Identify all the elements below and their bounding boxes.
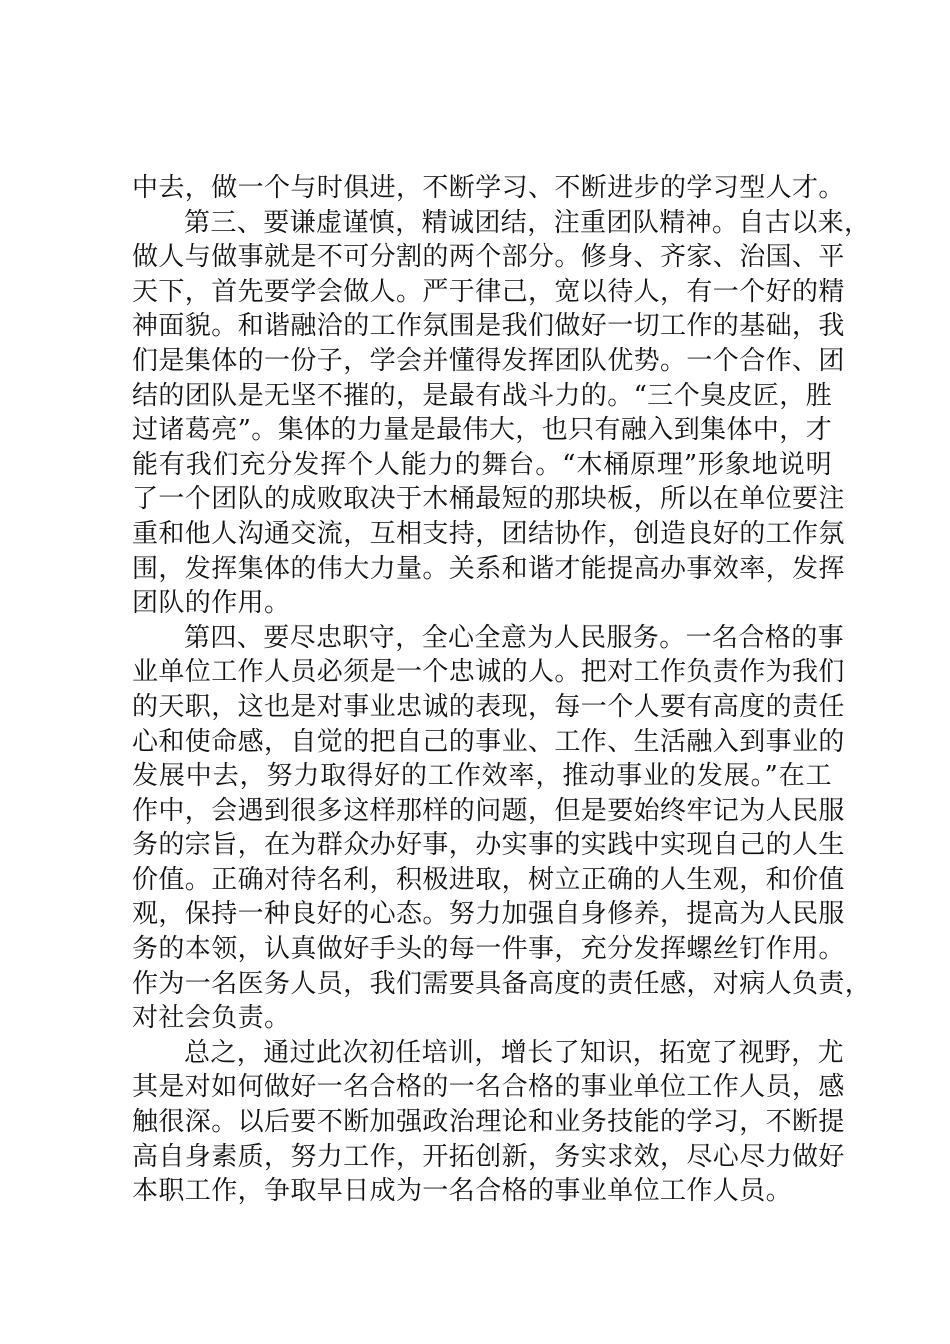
text-line: 第四、要尽忠职守，全心全意为人民服务。一名合格的事 [184,622,845,653]
text-line: 重和他人沟通交流，互相支持，团结协作，创造良好的工作氛 [132,518,845,549]
text-line: 做人与做事就是不可分割的两个部分。修身、齐家、治国、平 [132,242,845,273]
text-line: 本职工作，争取早日成为一名合格的事业单位工作人员。 [132,1176,793,1207]
text-line: 高自身素质，努力工作，开拓创新，务实求效，尽心尽力做好 [132,1141,845,1172]
text-line: 心和使命感，自觉的把自己的事业、工作、生活融入到事业的 [132,726,845,757]
text-line: 发展中去，努力取得好的工作效率，推动事业的发展。”在工 [132,761,832,792]
text-line: 务的本领，认真做好手头的每一件事，充分发挥螺丝钉作用。 [132,934,845,965]
text-line: 过诸葛亮”。集体的力量是最伟大，也只有融入到集体中，才 [132,415,833,446]
text-line: 务的宗旨，在为群众办好事，办实事的实践中实现自己的人生 [132,830,845,861]
text-line: 们是集体的一份子，学会并懂得发挥团队优势。一个合作、团 [132,345,845,376]
text-line: 了一个团队的成败取决于木桶最短的那块板，所以在单位要注 [132,484,845,515]
text-line: 天下，首先要学会做人。严于律己，宽以待人，有一个好的精 [132,276,845,307]
text-line: 业单位工作人员必须是一个忠诚的人。把对工作负责作为我们 [132,657,845,688]
text-line: 第三、要谦虚谨慎，精诚团结，注重团队精神。自古以来， [184,207,871,238]
text-line: 作中，会遇到很多这样那样的问题，但是要始终牢记为人民服 [132,795,845,826]
text-line: 触很深。以后要不断加强政治理论和业务技能的学习，不断提 [132,1107,845,1138]
document-body [132,171,872,1209]
text-line: 神面貌。和谐融洽的工作氛围是我们做好一切工作的基础，我 [132,311,845,342]
text-line: 中去，做一个与时俱进，不断学习、不断进步的学习型人才。 [132,173,845,203]
text-line: 总之，通过此次初任培训，增长了知识，拓宽了视野，尤 [184,1037,845,1068]
text-line: 价值。正确对待名利，积极进取，树立正确的人生观，和价值 [132,864,845,895]
text-line: 观，保持一种良好的心态。努力加强自身修养，提高为人民服 [132,899,845,930]
text-line: 对社会负责。 [132,1003,291,1034]
text-line: 的天职，这也是对事业忠诚的表现，每一个人要有高度的责任 [132,691,845,722]
text-line: 结的团队是无坚不摧的，是最有战斗力的。“三个臭皮匠，胜 [132,380,833,411]
text-line: 能有我们充分发挥个人能力的舞台。“木桶原理”形象地说明 [132,449,832,480]
text-line: 团队的作用。 [132,588,291,619]
text-line: 围，发挥集体的伟大力量。关系和谐才能提高办事效率，发挥 [132,553,845,584]
text-line: 作为一名医务人员，我们需要具备高度的责任感，对病人负责， [132,968,872,999]
text-line: 其是对如何做好一名合格的一名合格的事业单位工作人员，感 [132,1072,845,1103]
